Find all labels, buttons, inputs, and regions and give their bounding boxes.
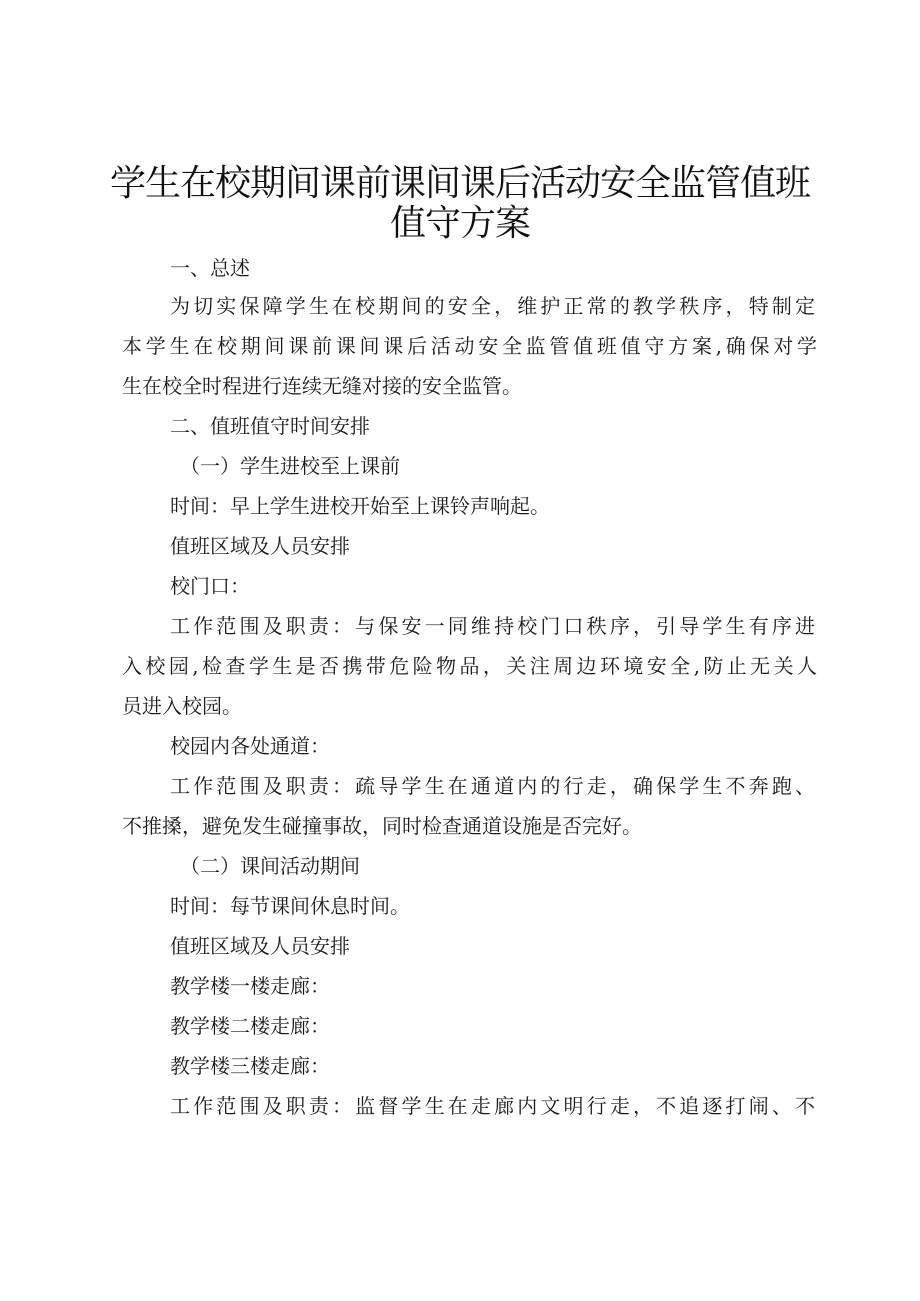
campus-corridor-duty-line-1: 工作范围及职责：疏导学生在通道内的行走，确保学生不奔跑、 xyxy=(170,774,815,798)
school-gate-duty-line-1: 工作范围及职责：与保安一同维持校门口秩序，引导学生有序进 xyxy=(170,614,815,638)
subsection-1-heading: （一）学生进校至上课前 xyxy=(180,454,400,478)
document-title-line-1: 学生在校期间课前课间课后活动安全监管值班 xyxy=(109,163,810,204)
school-gate-label: 校门口： xyxy=(170,574,250,598)
floor-1-corridor-label: 教学楼一楼走廊： xyxy=(170,974,330,998)
school-gate-duty-line-3: 员进入校园。 xyxy=(122,694,242,718)
section-1-paragraph-line-3: 生在校全时程进行连续无缝对接的安全监管。 xyxy=(122,374,522,398)
campus-corridor-duty-line-2: 不推搡，避免发生碰撞事故，同时检查通道设施是否完好。 xyxy=(122,814,642,838)
subsection-2-heading: （二）课间活动期间 xyxy=(180,854,360,878)
subsection-2-time: 时间：每节课间休息时间。 xyxy=(170,894,410,918)
floor-corridor-duty-line-1: 工作范围及职责：监督学生在走廊内文明行走，不追逐打闹、不 xyxy=(170,1094,815,1118)
floor-2-corridor-label: 教学楼二楼走廊： xyxy=(170,1014,330,1038)
section-1-paragraph-line-1: 为切实保障学生在校期间的安全，维护正常的教学秩序，特制定 xyxy=(170,294,815,318)
subsection-2-arrangement: 值班区域及人员安排 xyxy=(170,934,350,958)
section-1-heading: 一、总述 xyxy=(170,256,250,280)
subsection-1-time: 时间：早上学生进校开始至上课铃声响起。 xyxy=(170,494,550,518)
section-2-heading: 二、值班值守时间安排 xyxy=(170,414,370,438)
document-title-line-2: 值守方案 xyxy=(389,203,530,244)
school-gate-duty-line-2: 入校园,检查学生是否携带危险物品，关注周边环境安全,防止无关人 xyxy=(122,654,817,678)
section-1-paragraph-line-2: 本学生在校期间课前课间课后活动安全监管值班值守方案,确保对学 xyxy=(122,334,817,358)
floor-3-corridor-label: 教学楼三楼走廊： xyxy=(170,1054,330,1078)
subsection-1-arrangement: 值班区域及人员安排 xyxy=(170,534,350,558)
campus-corridor-label: 校园内各处通道： xyxy=(170,734,330,758)
